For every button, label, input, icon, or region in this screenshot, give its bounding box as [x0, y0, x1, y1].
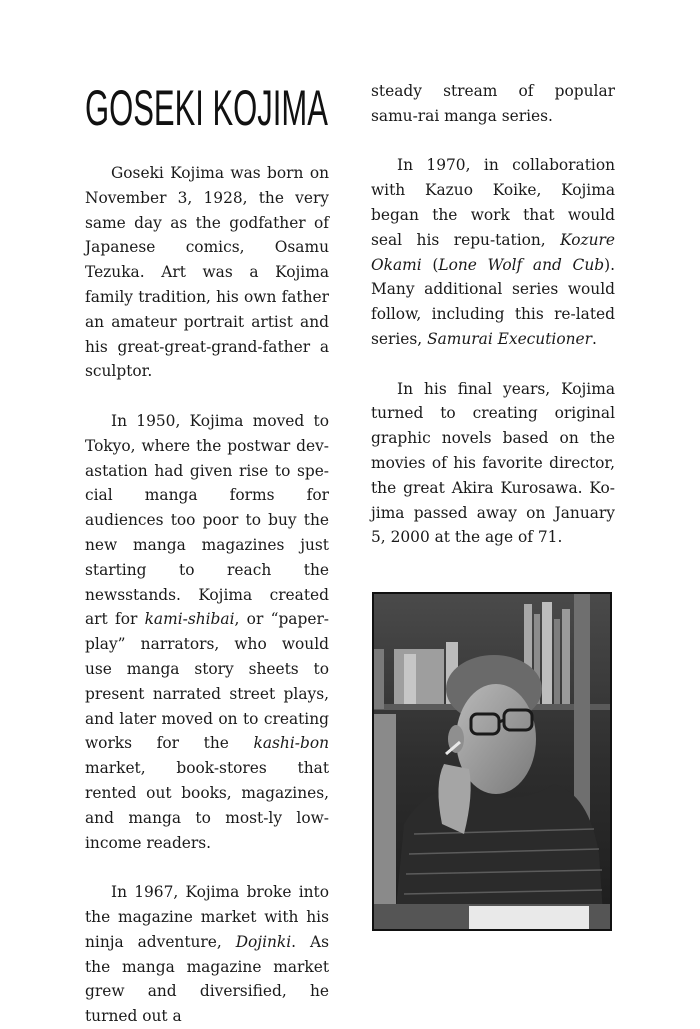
paragraph — [371, 79, 615, 129]
page-title: GOSEKI KOJIMA — [85, 80, 328, 136]
italic-title: Lone Wolf and Cub — [438, 255, 605, 274]
text-run: ( — [421, 255, 439, 274]
italic-title: kami-shibai — [144, 610, 235, 629]
text-run: ). Many additional series would follow, including this re-lated series, — [371, 255, 615, 348]
text-run: . — [591, 329, 597, 348]
italic-title: Kozure Okami — [371, 230, 615, 274]
italic-title: Dojinki — [235, 932, 292, 951]
paragraph — [85, 409, 329, 855]
text-run: Goseki Kojima was born on November 3, 1928, the very same day as the godfather of Japanese comics, Osamu Tezuka. Art was a Kojima family tradition, his own father an amateur portrait artist and his great-great-grand-father a sculptor. — [85, 164, 329, 381]
text-run: , or “paper-play” narrators, who would use manga story sheets to present narrated street plays, and later moved on to creating works for the — [85, 610, 330, 753]
text-run: . As the manga magazine market grew and diversified, he turned out a — [85, 932, 329, 1026]
left-column — [85, 161, 329, 1029]
paragraph — [85, 880, 329, 1029]
paragraph — [85, 161, 329, 384]
right-column — [371, 79, 615, 550]
paragraph — [371, 153, 615, 351]
text-run: In 1970, in collaboration with Kazuo Koike, Kojima began the work that would seal his repu-tation, — [371, 156, 615, 249]
paragraph — [371, 377, 615, 551]
text-run: In 1950, Kojima moved to Tokyo, where the postwar dev-astation had given rise to spe-cial manga forms for audiences too poor to buy the new manga magazines just starting to reach the newsstands. Kojima created art for — [85, 411, 329, 629]
text-run: In 1967, Kojima broke into the magazine market with his ninja adventure, — [85, 883, 329, 951]
portrait-image — [374, 594, 610, 929]
italic-title: kashi-bon — [253, 734, 329, 753]
text-run: steady stream of popular samu-rai manga series. — [371, 82, 615, 125]
italic-title: Samurai Executioner — [427, 329, 592, 348]
text-run: In his final years, Kojima turned to creating original graphic novels based on the movies of his favorite director, the great Akira Kurosawa. Ko-jima passed away on January 5, 2000 at the age of 71. — [371, 379, 615, 547]
author-photo — [372, 592, 612, 931]
text-run: market, book-stores that rented out books, magazines, and manga to most-ly low-income readers. — [85, 759, 329, 852]
